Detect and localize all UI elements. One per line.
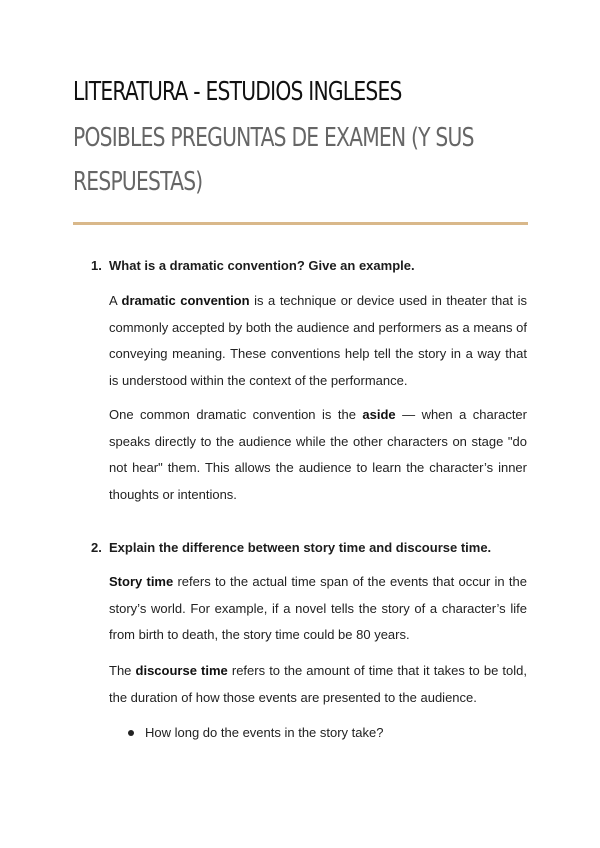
answer-1-paragraph-1 [109, 288, 527, 394]
divider-rule [73, 222, 528, 225]
bold-term: discourse time [135, 663, 228, 678]
answer-1-paragraph-2 [109, 402, 527, 508]
question-text: Explain the difference between story time and discourse time. [109, 540, 492, 555]
text-run: — when a character speaks directly to the audience while the other characters on stage "do not hear" them. This allows the audience to learn the character’s inner thoughts or intentions. [109, 407, 527, 502]
answer-2-paragraph-1 [109, 569, 527, 649]
title-text: LITERATURA - ESTUDIOS INGLESES [73, 77, 402, 107]
bold-term: Story time [109, 574, 174, 589]
bold-term: aside [362, 407, 396, 422]
question-2-heading [91, 538, 531, 558]
text-run: refers to the amount of time that it takes to be told, the duration of how those events are presented to the audience. [109, 663, 527, 705]
text-run: is a technique or device used in theater that is commonly accepted by both the audience and performers as a means of conveying meaning. These conventions help tell the story in a way that is understood within the context of the performance. [109, 293, 527, 388]
question-number: 2. [91, 540, 102, 555]
text-run: The [109, 663, 136, 678]
question-number: 1. [91, 258, 102, 273]
answer-2-paragraph-2 [109, 658, 527, 711]
text-run: refers to the actual time span of the events that occur in the story’s world. For example, if a novel tells the story of a character’s life from birth to death, the story time could be 80 years. [109, 574, 527, 642]
document-title [73, 72, 440, 112]
text-run: One common dramatic convention is the [109, 407, 363, 422]
bold-term: dramatic convention [121, 293, 250, 308]
question-text: What is a dramatic convention? Give an example. [109, 258, 415, 273]
bullet-icon [128, 730, 134, 736]
document-subtitle: POSIBLES PREGUNTAS DE EXAMEN (Y SUS RESPUESTAS) [73, 123, 474, 197]
question-1-heading [91, 256, 531, 276]
text-run: A [109, 293, 122, 308]
list-item-text: How long do the events in the story take? [145, 725, 384, 740]
